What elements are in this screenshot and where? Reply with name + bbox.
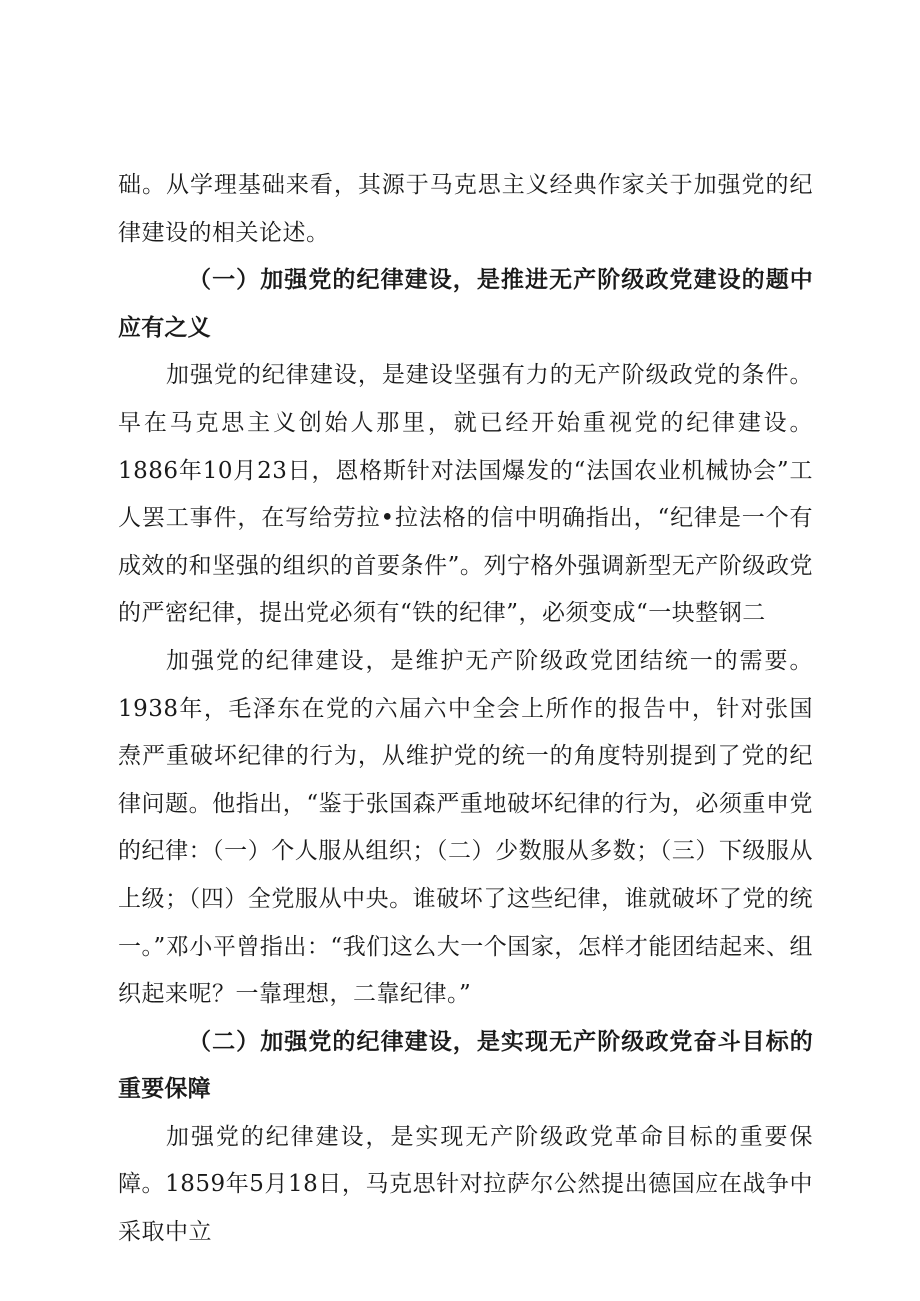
- section-heading-2: （二）加强党的纪律建设，是实现无产阶级政党奋斗目标的重要保障: [118, 1028, 813, 1103]
- paragraph-discipline-condition: 加强党的纪律建设，是建设坚强有力的无产阶级政党的条件。早在马克思主义创始人那里，就已经开始重视党的纪律建设。1886年10月23日，恩格斯针对法国爆发的“法国农业机械协会”工人罢工事件，在写给劳拉•拉法格的信中明确指出，“纪律是一个有成效的和坚强的组织的首要条件”。列宁格外强调新型无产阶级政党的严密纪律，提出党必须有“铁的纪律”，必须变成“一块整钢二: [118, 362, 813, 627]
- paragraph-continuation: 础。从学理基础来看，其源于马克思主义经典作家关于加强党的纪律建设的相关论述。: [118, 172, 813, 246]
- document-body: [118, 162, 813, 1257]
- section-heading-1: （一）加强党的纪律建设，是推进无产阶级政党建设的题中应有之义: [118, 267, 813, 341]
- paragraph-revolution-goal: 加强党的纪律建设，是实现无产阶级政党革命目标的重要保障。1859年5月18日，马克思针对拉萨尔公然提出德国应在战争中采取中立: [118, 1123, 813, 1246]
- paragraph-party-unity: 加强党的纪律建设，是维护无产阶级政党团结统一的需要。1938年，毛泽东在党的六届六中全会上所作的报告中，针对张国焘严重破坏纪律的行为，从维护党的统一的角度特别提到了党的纪律问题。他指出，“鉴于张国森严重地破坏纪律的行为，必须重申党的纪律：（一）个人服从组织；（二）少数服从多数；（三）下级服从上级；（四）全党服从中央。谁破坏了这些纪律，谁就破坏了党的统一。”邓小平曾指出：“我们这么大一个国家，怎样才能团结起来、组织起来呢？一靠理想，二靠纪律。”: [118, 647, 813, 1008]
